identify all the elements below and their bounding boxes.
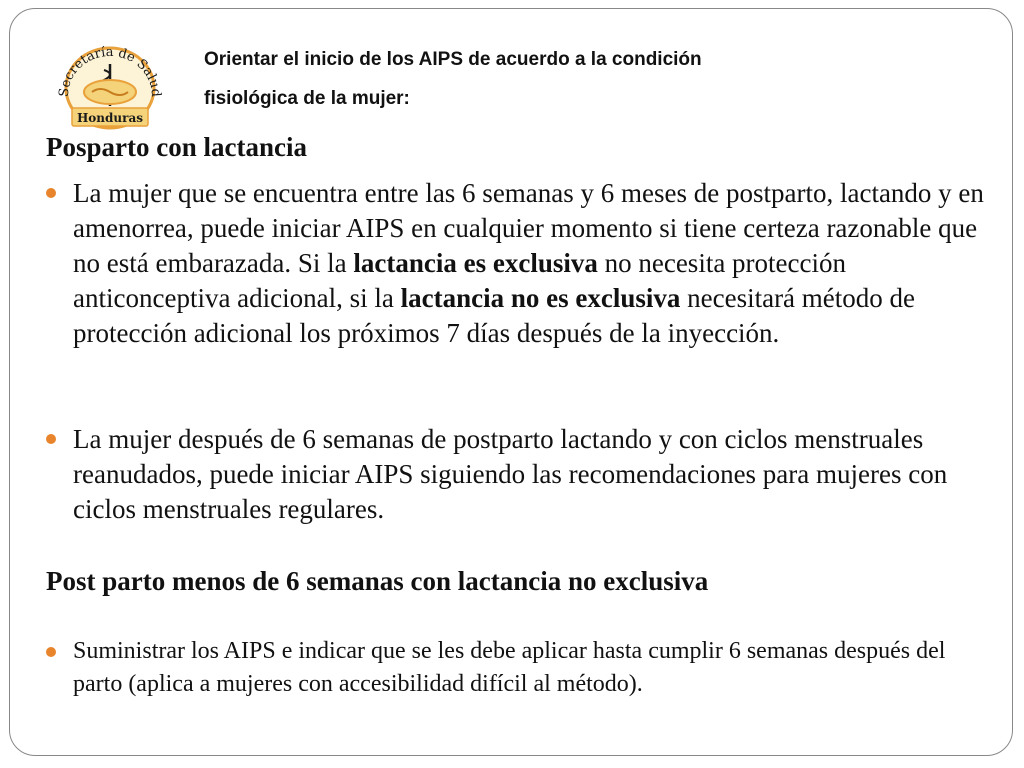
logo-arc-text: Secretaría de Salud xyxy=(56,44,164,98)
header-line-2: fisiológica de la mujer: xyxy=(204,88,410,109)
bullet-text: Suministrar los AIPS e indicar que se les debe aplicar hasta cumplir 6 semanas después del parto (aplica a mujeres con accesibilidad difícil al método). xyxy=(73,638,946,697)
bullet-dot-icon xyxy=(46,188,56,198)
bullet-dot-icon xyxy=(46,434,56,444)
list-item xyxy=(46,422,991,527)
bullet-text-part: La mujer que se encuentra entre las 6 semanas y 6 meses de postparto, lactando y en amenorrea, puede iniciar AIPS en cualquier momento si tiene certeza razonable que no está embarazada. Si la xyxy=(73,178,984,278)
bullet-bold-text: lactancia es exclusiva xyxy=(353,248,598,278)
logo-banner-text: Honduras xyxy=(76,111,144,125)
list-item xyxy=(46,176,991,351)
slide-header xyxy=(204,40,924,118)
section2-heading: Post parto menos de 6 semanas con lactancia no exclusiva xyxy=(46,566,709,596)
bullet-bold-text: lactancia no es exclusiva xyxy=(400,283,681,313)
section1-heading: Posparto con lactancia xyxy=(46,132,307,162)
bullet-dot-icon xyxy=(46,647,56,657)
list-item xyxy=(46,635,991,701)
secretaria-de-salud-logo xyxy=(48,34,172,130)
bullet-text xyxy=(73,176,991,351)
bullet-text: La mujer después de 6 semanas de postparto lactando y con ciclos menstruales reanudados, puede iniciar AIPS siguiendo las recomendaciones para mujeres con ciclos menstruales regulares. xyxy=(73,424,948,524)
header-line-1: Orientar el inicio de los AIPS de acuerdo a la condición xyxy=(204,49,702,70)
bullet-text-part: no necesita protección anticonceptiva adicional, si la xyxy=(73,248,847,313)
bullet-text-part: necesitará método de protección adicional los próximos 7 días después de la inyección. xyxy=(73,283,916,348)
